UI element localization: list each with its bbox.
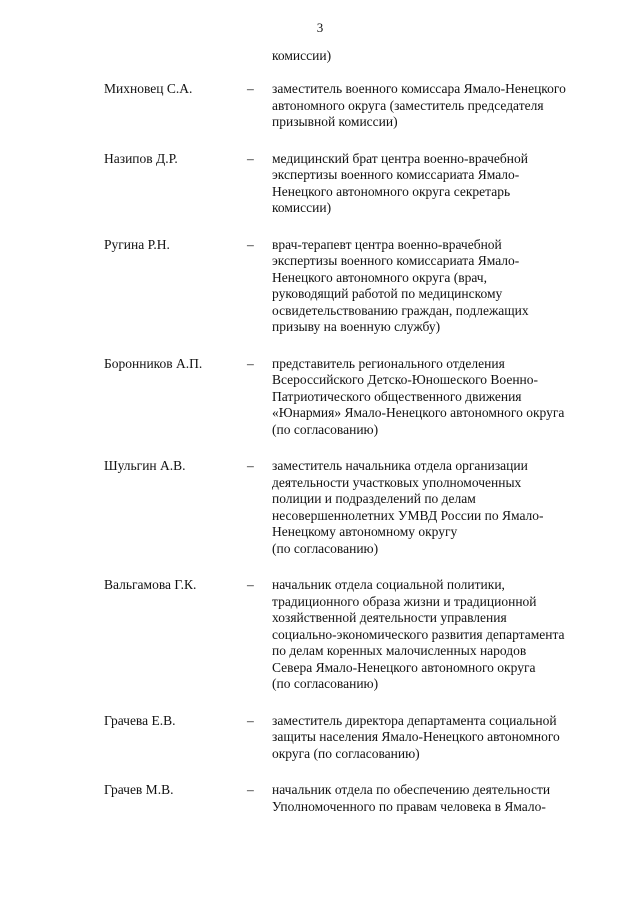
member-role-description — [272, 782, 602, 815]
member-role-description — [272, 151, 602, 217]
member-entry — [0, 81, 640, 131]
member-entry — [0, 713, 640, 763]
member-name: Назипов Д.Р. — [104, 150, 178, 166]
role-description-line: заместитель начальника отдела организации — [272, 458, 528, 473]
role-description-line: Всероссийского Детско-Юношеского Военно- — [272, 372, 539, 387]
role-description-line: Ненецкого автономного округа секретарь — [272, 183, 511, 199]
member-name: Ругина Р.Н. — [104, 236, 170, 252]
entry-dash: – — [247, 577, 254, 592]
member-role-description — [272, 356, 602, 439]
entry-dash: – — [247, 355, 254, 371]
role-description-line: (по согласованию) — [272, 540, 379, 556]
role-description-line: комиссии) — [272, 200, 332, 215]
role-description-line: руководящий работой по медицинскому — [272, 286, 503, 301]
role-description-line: социально-экономического развития департамента — [272, 626, 565, 642]
role-description-line: заместитель военного комиссара Ямало-Ненецкого — [272, 81, 566, 96]
member-entry — [0, 458, 640, 557]
role-description-line: (по согласованию) — [272, 676, 379, 691]
member-name: Грачева Е.В. — [104, 712, 176, 728]
role-description-line: округа (по согласованию) — [272, 745, 420, 761]
member-entry — [0, 237, 640, 336]
role-description-line: Ненецкому автономному округу — [272, 524, 458, 539]
role-description-line: по делам коренных малочисленных народов — [272, 643, 527, 658]
role-description-line: начальник отдела социальной политики, — [272, 577, 505, 592]
role-description-line: призывной комиссии) — [272, 114, 398, 129]
role-description-line: традиционного образа жизни и традиционной — [272, 593, 537, 609]
entry-dash: – — [247, 712, 254, 728]
member-role-description — [272, 81, 602, 131]
member-role-description — [272, 713, 602, 763]
member-entry — [0, 782, 640, 815]
page-number: 3 — [316, 20, 324, 35]
role-description-line: деятельности участковых уполномоченных — [272, 474, 522, 490]
role-description-line: медицинский брат центра военно-врачебной — [272, 150, 528, 166]
role-description-line: экспертизы военного комиссариата Ямало- — [272, 167, 520, 182]
member-name: Боронников А.П. — [104, 355, 203, 371]
member-list — [0, 81, 640, 835]
entry-dash: – — [247, 236, 254, 252]
member-name: Михновец С.А. — [104, 81, 193, 96]
member-entry — [0, 151, 640, 217]
member-name: Вальгамова Г.К. — [104, 577, 197, 592]
role-description-line: призыву на военную службу) — [272, 319, 441, 334]
role-description-line: заместитель директора департамента социальной — [272, 712, 557, 728]
role-description-line: врач-терапевт центра военно-врачебной — [272, 236, 502, 252]
role-description-line: «Юнармия» Ямало-Ненецкого автономного округа — [272, 405, 565, 420]
role-description-line: Патриотического общественного движения — [272, 388, 522, 404]
role-description-line: Ненецкого автономного округа (врач, — [272, 269, 487, 285]
role-description-line: Севера Ямало-Ненецкого автономного округа — [272, 659, 536, 675]
role-description-line: представитель регионального отделения — [272, 355, 505, 371]
member-role-description — [272, 458, 602, 557]
role-description-line: освидетельствованию граждан, подлежащих — [272, 302, 529, 318]
member-entry — [0, 356, 640, 439]
continuation-text: комиссии) — [272, 48, 332, 63]
entry-dash: – — [247, 782, 254, 797]
role-description-line: экспертизы военного комиссариата Ямало- — [272, 253, 520, 268]
role-description-line: (по согласованию) — [272, 421, 379, 437]
role-description-line: Уполномоченного по правам человека в Ямало- — [272, 798, 546, 814]
member-entry — [0, 577, 640, 693]
role-description-line: начальник отдела по обеспечению деятельности — [272, 782, 551, 797]
member-name: Шульгин А.В. — [104, 458, 186, 473]
member-role-description — [272, 577, 602, 693]
member-name: Грачев М.В. — [104, 782, 174, 797]
role-description-line: автономного округа (заместитель председателя — [272, 97, 544, 113]
role-description-line: несовершеннолетних УМВД России по Ямало- — [272, 507, 544, 523]
entry-dash: – — [247, 458, 254, 473]
entry-dash: – — [247, 81, 254, 96]
role-description-line: хозяйственной деятельности управления — [272, 610, 507, 625]
role-description-line: полиции и подразделений по делам — [272, 491, 476, 506]
member-role-description — [272, 237, 602, 336]
role-description-line: защиты населения Ямало-Ненецкого автономного — [272, 729, 560, 744]
entry-dash: – — [247, 150, 254, 166]
